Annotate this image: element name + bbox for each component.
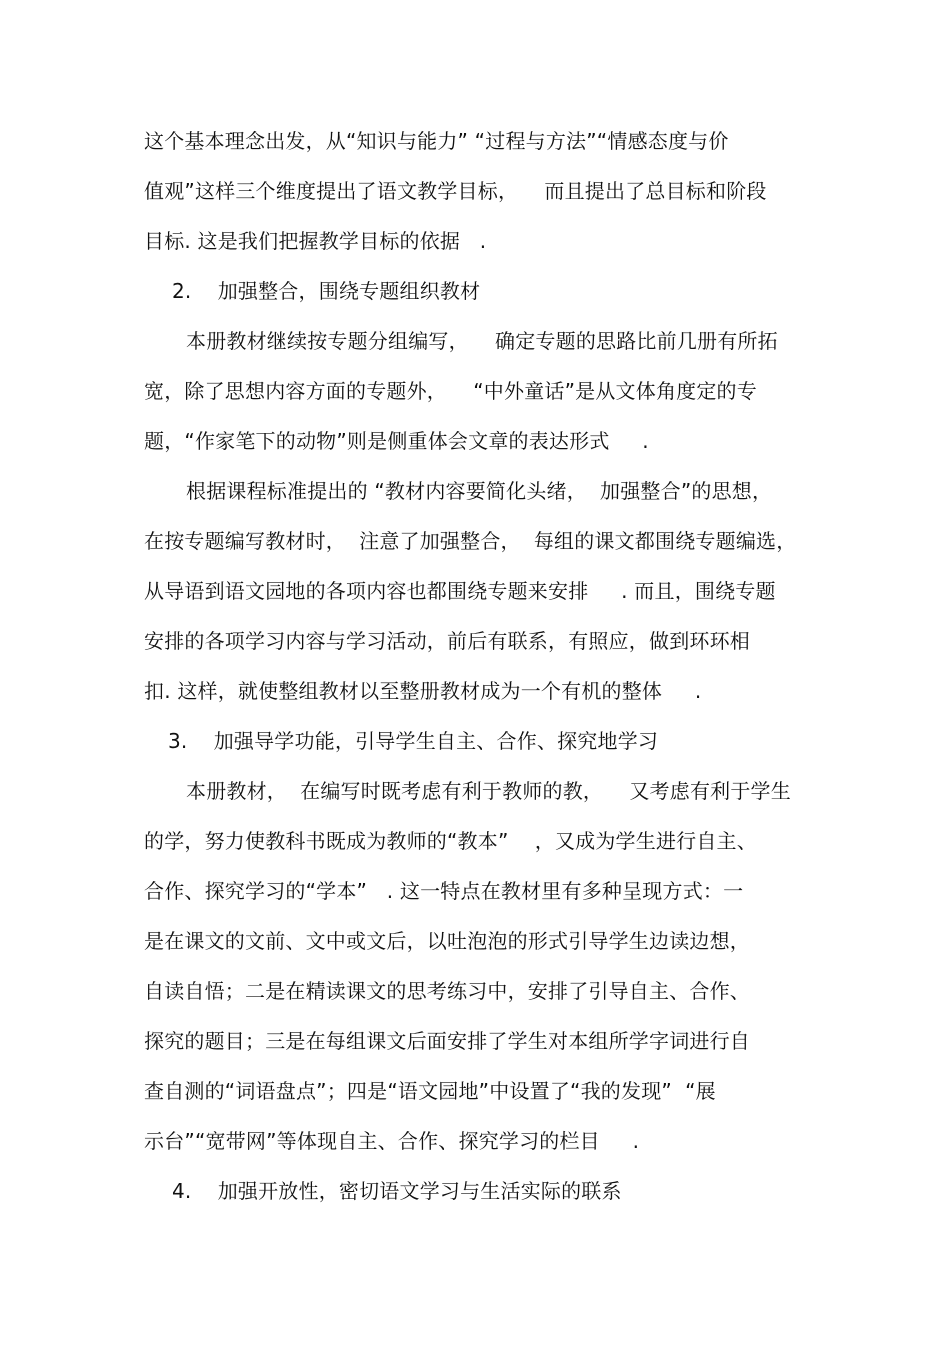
text-line: 示台”“宽带网”等体现自主、合作、探究学习的栏目 .	[144, 1129, 640, 1153]
text-line: 题，“作家笔下的动物”则是侧重体会文章的表达形式 .	[144, 429, 649, 453]
text-line: 探究的题目；三是在每组课文后面安排了学生对本组所学字词进行自	[144, 1029, 750, 1053]
text-line: 本册教材， 在编写时既考虑有利于教师的教， 又考虑有利于学生	[186, 779, 791, 803]
text-line: 的学，努力使教科书既成为教师的“教本” ，又成为学生进行自主、	[144, 829, 757, 853]
section-heading-4: 4. 加强开放性，密切语文学习与生活实际的联系	[172, 1179, 622, 1203]
text-line: 宽，除了思想内容方面的专题外， “中外童话”是从文体角度定的专	[144, 379, 757, 403]
text-line: 自读自悟；二是在精读课文的思考练习中，安排了引导自主、合作、	[144, 979, 750, 1003]
text-line: 扣. 这样，就使整组教材以至整册教材成为一个有机的整体 .	[144, 679, 702, 703]
text-line: 是在课文的文前、文中或文后，以吐泡泡的形式引导学生边读边想，	[144, 929, 750, 953]
text-line: 安排的各项学习内容与学习活动，前后有联系，有照应，做到环环相	[144, 629, 750, 653]
text-line: 合作、探究学习的“学本” . 这一特点在教材里有多种呈现方式：一	[144, 879, 744, 903]
text-line: 目标. 这是我们把握教学目标的依据 .	[144, 229, 487, 253]
text-line: 在按专题编写教材时， 注意了加强整合， 每组的课文都围绕专题编选，	[144, 529, 797, 553]
text-line: 从导语到语文园地的各项内容也都围绕专题来安排 . 而且，围绕专题	[144, 579, 776, 603]
text-line: 这个基本理念出发，从“知识与能力” “过程与方法”“情感态度与价	[144, 129, 729, 153]
text-line: 根据课程标准提出的 “教材内容要简化头绪， 加强整合”的思想，	[186, 479, 773, 503]
section-heading-3: 3. 加强导学功能，引导学生自主、合作、探究地学习	[168, 729, 659, 753]
section-heading-2: 2. 加强整合，围绕专题组织教材	[172, 279, 481, 303]
text-line: 查自测的“词语盘点”；四是“语文园地”中设置了“我的发现” “展	[144, 1079, 716, 1103]
text-line: 本册教材继续按专题分组编写， 确定专题的思路比前几册有所拓	[186, 329, 778, 353]
text-line: 值观”这样三个维度提出了语文教学目标， 而且提出了总目标和阶段	[144, 179, 767, 203]
